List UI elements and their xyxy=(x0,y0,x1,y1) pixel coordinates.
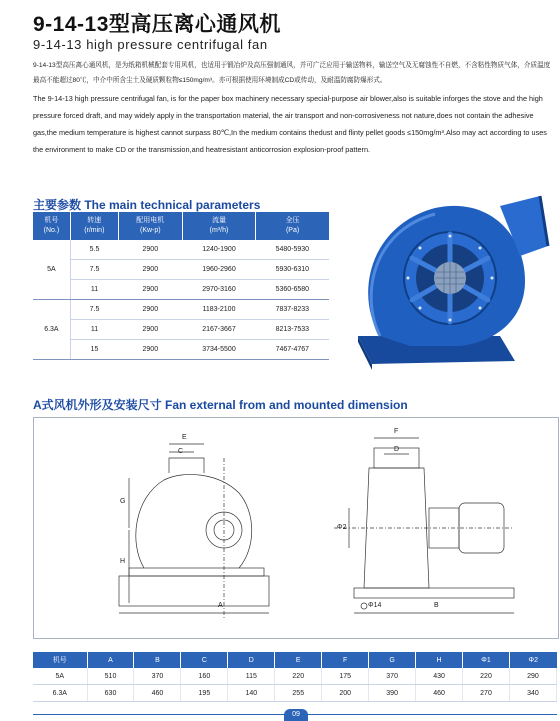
table-cell: 270 xyxy=(463,685,510,702)
table-cell: 6.3A xyxy=(33,685,87,702)
table-cell: 340 xyxy=(509,685,556,702)
table-cell: 430 xyxy=(416,668,463,685)
table-cell: 370 xyxy=(369,668,416,685)
table-cell: 1240-1900 xyxy=(182,240,255,260)
page-title-en: 9-14-13 high pressure centrifugal fan xyxy=(33,37,268,52)
technical-parameters-heading: 主要参数 The main technical parameters xyxy=(33,198,261,212)
table-header-row xyxy=(33,212,329,240)
column-header: C xyxy=(181,652,228,668)
label-E: E xyxy=(182,434,187,441)
label-B: B xyxy=(434,602,439,609)
table-row xyxy=(33,260,329,280)
table-cell: 5930-6310 xyxy=(256,260,329,280)
column-header: 机号 (No.) xyxy=(33,212,70,240)
page-title-cn: 9-14-13型高压离心通风机 xyxy=(33,13,281,36)
table-cell: 7.5 xyxy=(70,260,118,280)
column-header: F xyxy=(322,652,369,668)
table-cell: 11 xyxy=(70,280,118,300)
table-cell: 175 xyxy=(322,668,369,685)
table-cell: 5A xyxy=(33,668,87,685)
table-cell: 200 xyxy=(322,685,369,702)
table-cell: 630 xyxy=(87,685,134,702)
table-cell: 2900 xyxy=(118,240,182,260)
technical-parameters-table xyxy=(33,212,329,360)
table-cell: 2900 xyxy=(118,340,182,360)
table-cell: 220 xyxy=(275,668,322,685)
table-cell: 255 xyxy=(275,685,322,702)
fan-product-image xyxy=(350,186,560,376)
table-cell: 2167-3667 xyxy=(182,320,255,340)
column-header: 转速 (r/min) xyxy=(70,212,118,240)
table-cell: 5.5 xyxy=(70,240,118,260)
label-G: G xyxy=(120,498,126,505)
table-cell: 11 xyxy=(70,320,118,340)
table-row xyxy=(33,300,329,320)
table-cell: 5360-6580 xyxy=(256,280,329,300)
table-cell: 7837-8233 xyxy=(256,300,329,320)
dimension-drawing xyxy=(33,417,559,639)
page-number: 09 xyxy=(284,709,308,721)
table-cell: 195 xyxy=(181,685,228,702)
table-cell: 2970-3160 xyxy=(182,280,255,300)
table-row xyxy=(33,280,329,300)
table-cell: 160 xyxy=(181,668,228,685)
table-cell: 290 xyxy=(509,668,556,685)
table-cell: 2900 xyxy=(118,260,182,280)
label-C: C xyxy=(178,448,184,455)
column-header: 配用电机 (Kw-p) xyxy=(118,212,182,240)
table-cell: 460 xyxy=(134,685,181,702)
table-cell: 2900 xyxy=(118,280,182,300)
column-header: H xyxy=(416,652,463,668)
dimension-heading: A式风机外形及安装尺寸 Fan external from and mounted dimension xyxy=(33,398,408,412)
table-row xyxy=(33,668,557,685)
column-header: D xyxy=(228,652,275,668)
column-header: G xyxy=(369,652,416,668)
dimension-table xyxy=(33,652,557,702)
column-header: E xyxy=(275,652,322,668)
label-phi14: Φ14 xyxy=(368,602,382,609)
table-cell: 510 xyxy=(87,668,134,685)
table-cell: 2900 xyxy=(118,300,182,320)
column-header: A xyxy=(87,652,134,668)
table-row xyxy=(33,340,329,360)
table-row xyxy=(33,685,557,702)
label-D: D xyxy=(394,446,400,453)
column-header: 流量 (m³/h) xyxy=(182,212,255,240)
table-cell: 3734-5500 xyxy=(182,340,255,360)
table-cell: 390 xyxy=(369,685,416,702)
model-cell: 6.3A xyxy=(33,300,70,360)
table-cell: 1960-2960 xyxy=(182,260,255,280)
table-header-row xyxy=(33,652,557,668)
table-cell: 7.5 xyxy=(70,300,118,320)
table-row xyxy=(33,320,329,340)
label-H: H xyxy=(120,558,126,565)
table-cell: 5480-5930 xyxy=(256,240,329,260)
table-cell: 8213-7533 xyxy=(256,320,329,340)
label-phi2: Φ2 xyxy=(337,524,347,531)
table-cell: 1183-2100 xyxy=(182,300,255,320)
column-header: 机号 xyxy=(33,652,87,668)
column-header: Φ2 xyxy=(509,652,556,668)
table-cell: 370 xyxy=(134,668,181,685)
table-cell: 115 xyxy=(228,668,275,685)
fan-illustration xyxy=(350,186,560,376)
model-cell: 5A xyxy=(33,240,70,300)
intro-paragraph-cn: 9-14-13型高压离心通风机，是为纸箱机械配套专用风机，也适用于锻冶炉及高压强制通风，并可广泛应用于输送物料，输送空气及无腐蚀性不自燃，不含粘性物质气体，介质温度最高不能超过80℃，中介中所含尘土及硬质颗粒物≤150mg/m³。亦可根据使用环境制成CD或传动，及耐温防腐防爆形式。 xyxy=(33,62,551,84)
table-row xyxy=(33,240,329,260)
label-F: F xyxy=(394,428,399,435)
table-cell: 15 xyxy=(70,340,118,360)
intro-paragraph-en: The 9-14-13 high pressure centrifugal fan, is for the paper box machinery necessary special-purpose air blower,also is suitable inforges the stove and the high pressure forced draft, and may widely apply in the transportation material, the air transport and non-corrosiveness not nature,does not contain the adhesive gas,the medium temperature is highest cannot surpass 80℃,In the medium contains thedust and flinty pellet goods ≤150mg/m³.Also may act according to uses the environment to make CD or the transmission,and heatresistant anticorrosion explosion-proof pattern. xyxy=(33,94,547,154)
label-A: A xyxy=(218,602,223,609)
column-header: B xyxy=(134,652,181,668)
table-cell: 7467-4767 xyxy=(256,340,329,360)
column-header: 全压 (Pa) xyxy=(256,212,329,240)
table-cell: 460 xyxy=(416,685,463,702)
table-cell: 140 xyxy=(228,685,275,702)
fan-dimension-drawing xyxy=(34,418,558,638)
column-header: Φ1 xyxy=(463,652,510,668)
table-cell: 220 xyxy=(463,668,510,685)
table-cell: 2900 xyxy=(118,320,182,340)
